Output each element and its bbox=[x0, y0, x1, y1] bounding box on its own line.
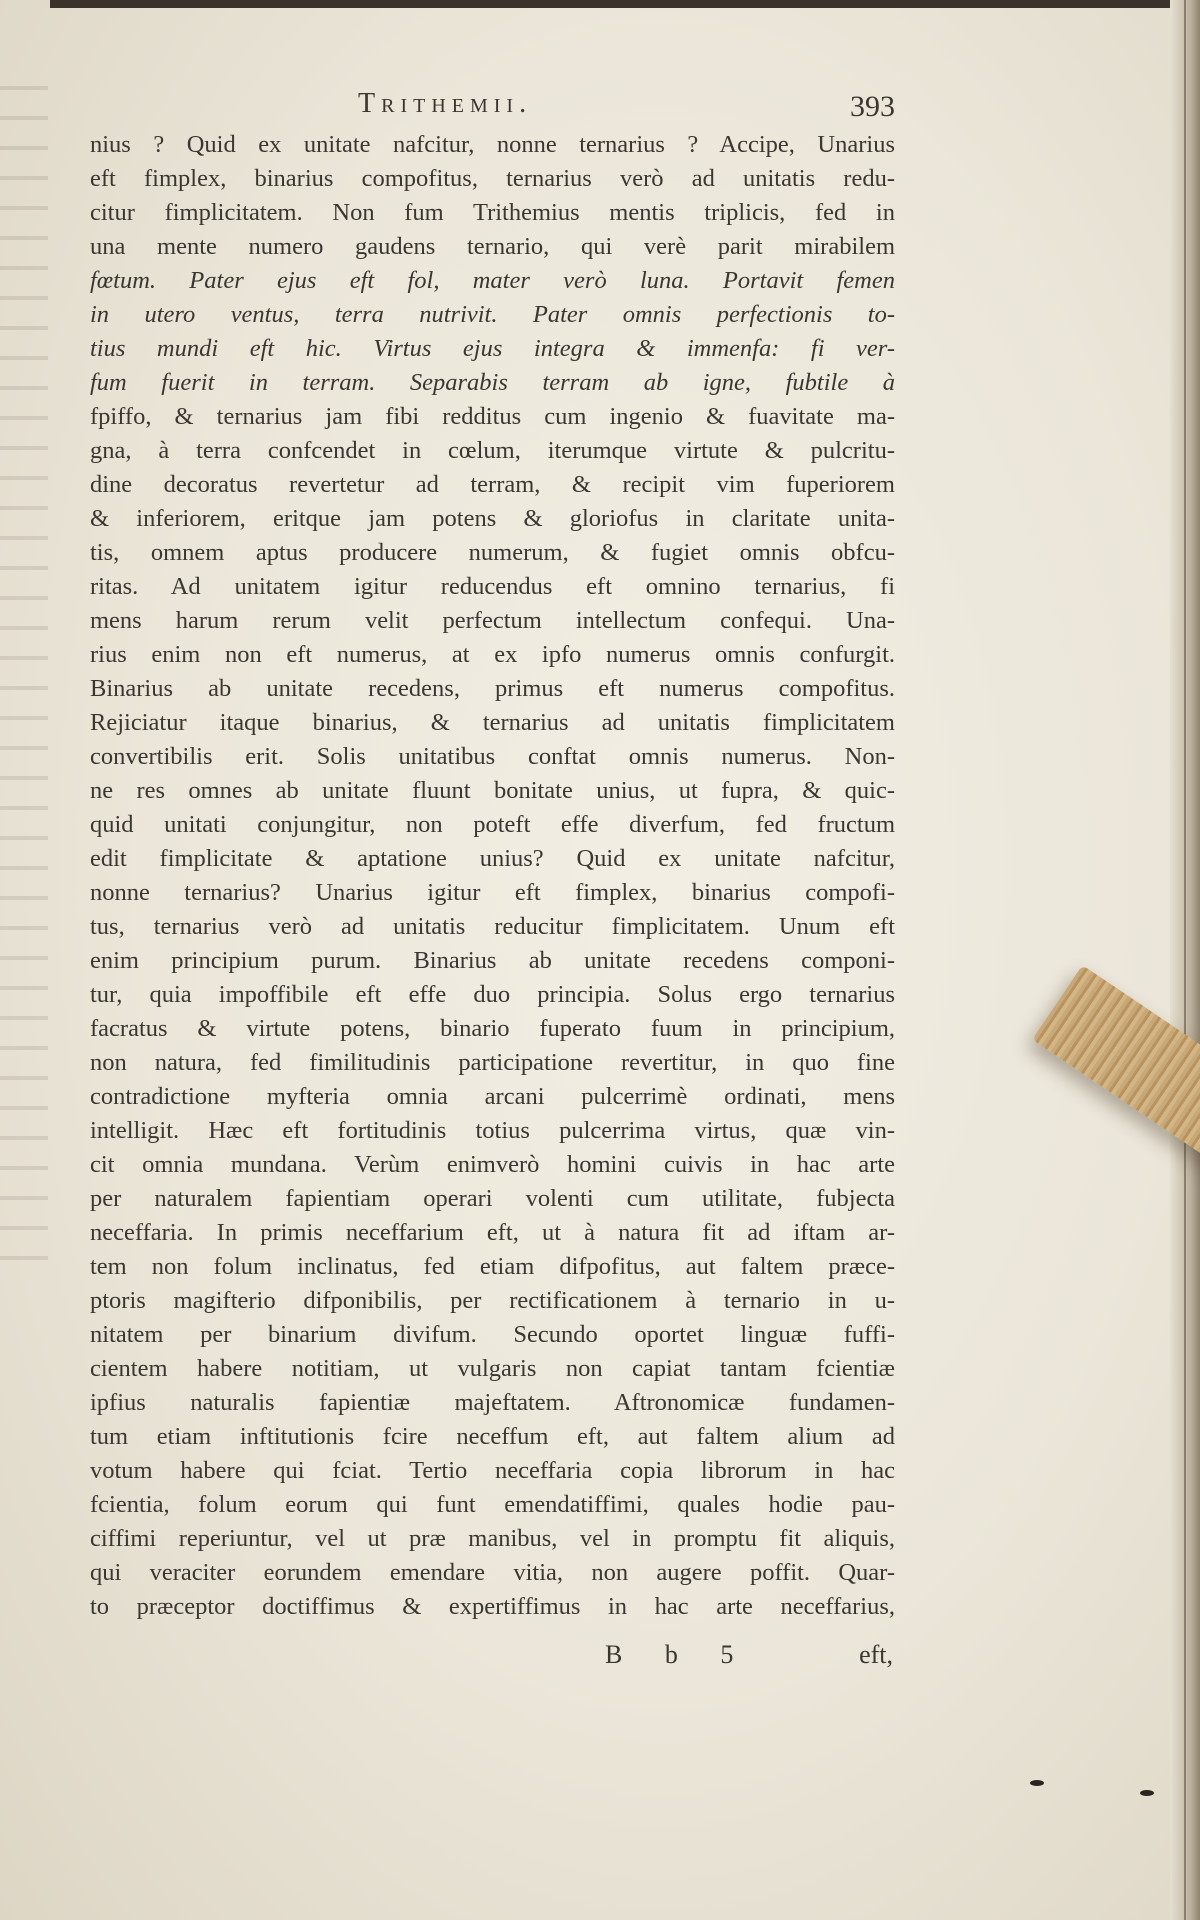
catchword: eft, bbox=[859, 1640, 893, 1669]
text-line: convertibilis erit. Solis unitatibus conftat omnis numerus. Non- bbox=[90, 743, 895, 770]
text-line: nitatem per binarium divifum. Secundo oportet linguæ fuffi- bbox=[90, 1321, 895, 1348]
text-line: per naturalem fapientiam operari volenti cum utilitate, fubjecta bbox=[90, 1185, 895, 1212]
text-line: ne res omnes ab unitate fluunt bonitate unius, ut fupra, & quic- bbox=[90, 777, 895, 804]
page-footer bbox=[90, 1640, 895, 1676]
text-line: gna, à terra confcendet in cœlum, iterumque virtute & pulcritu- bbox=[90, 437, 895, 464]
text-line: contradictione myfteria omnia arcani pulcerrimè ordinati, mens bbox=[90, 1083, 895, 1110]
text-line: edit fimplicitate & aptatione unius? Quid ex unitate nafcitur, bbox=[90, 845, 895, 872]
text-line: citur fimplicitatem. Non fum Trithemius mentis triplicis, fed in bbox=[90, 199, 895, 226]
text-line: dine decoratus revertetur ad terram, & recipit vim fuperiorem bbox=[90, 471, 895, 498]
running-head: Trithemii. bbox=[358, 88, 533, 119]
text-line: & inferiorem, eritque jam potens & gloriofus in claritate unita- bbox=[90, 505, 895, 532]
facing-page-edge bbox=[0, 60, 48, 1260]
text-line: cit omnia mundana. Verùm enimverò homini cuivis in hac arte bbox=[90, 1151, 895, 1178]
page-header bbox=[90, 88, 895, 128]
text-line: tius mundi eft hic. Virtus ejus integra & immenfa: fi ver- bbox=[90, 335, 895, 362]
text-line: tum etiam inftitutionis fcire neceffum eft, aut faltem alium ad bbox=[90, 1423, 895, 1450]
text-line: nonne ternarius? Unarius igitur eft fimplex, binarius compofi- bbox=[90, 879, 895, 906]
signature-mark: B b 5 bbox=[605, 1640, 752, 1669]
text-line: eft fimplex, binarius compofitus, ternarius verò ad unitatis redu- bbox=[90, 165, 895, 192]
text-line: ipfius naturalis fapientiæ majeftatem. Aftronomicæ fundamen- bbox=[90, 1389, 895, 1416]
text-line: qui veraciter eorundem emendare vitia, non augere poffit. Quar- bbox=[90, 1559, 895, 1586]
page-number: 393 bbox=[850, 90, 895, 123]
text-line: enim principium purum. Binarius ab unitate recedens componi- bbox=[90, 947, 895, 974]
text-line: Binarius ab unitate recedens, primus eft numerus compofitus. bbox=[90, 675, 895, 702]
ink-spot bbox=[1140, 1790, 1154, 1796]
text-line: tem non folum inclinatus, fed etiam difpofitus, aut faltem præce- bbox=[90, 1253, 895, 1280]
text-line: votum habere qui fciat. Tertio neceffaria copia librorum in hac bbox=[90, 1457, 895, 1484]
text-line: ciffimi reperiuntur, vel ut præ manibus, vel in promptu fit aliquis, bbox=[90, 1525, 895, 1552]
text-line: mens harum rerum velit perfectum intellectum confequi. Una- bbox=[90, 607, 895, 634]
text-line: tus, ternarius verò ad unitatis reducitur fimplicitatem. Unum eft bbox=[90, 913, 895, 940]
text-line: tis, omnem aptus producere numerum, & fugiet omnis obfcu- bbox=[90, 539, 895, 566]
text-line: tur, quia impoffibile eft effe duo principia. Solus ergo ternarius bbox=[90, 981, 895, 1008]
text-line: to præceptor doctiffimus & expertiffimus in hac arte neceffarius, bbox=[90, 1593, 895, 1620]
text-line: una mente numero gaudens ternario, qui verè parit mirabilem bbox=[90, 233, 895, 260]
text-line: facratus & virtute potens, binario fuperato fuum in principium, bbox=[90, 1015, 895, 1042]
text-line: quid unitati conjungitur, non poteft effe diverfum, fed fructum bbox=[90, 811, 895, 838]
text-line: fpiffo, & ternarius jam fibi redditus cum ingenio & fuavitate ma- bbox=[90, 403, 895, 430]
text-line: neceffaria. In primis neceffarium eft, ut à natura fit ad iftam ar- bbox=[90, 1219, 895, 1246]
ink-spot bbox=[1030, 1780, 1044, 1786]
page-fold-line bbox=[1184, 0, 1186, 1920]
text-line: nius ? Quid ex unitate nafcitur, nonne ternarius ? Accipe, Unarius bbox=[90, 131, 895, 158]
text-line: ritas. Ad unitatem igitur reducendus eft omnino ternarius, fi bbox=[90, 573, 895, 600]
text-line: rius enim non eft numerus, at ex ipfo numerus omnis confurgit. bbox=[90, 641, 895, 668]
text-line: fcientia, folum eorum qui funt emendatiffimi, quales hodie pau- bbox=[90, 1491, 895, 1518]
text-line: cientem habere notitiam, ut vulgaris non capiat tantam fcientiæ bbox=[90, 1355, 895, 1382]
text-line: Rejiciatur itaque binarius, & ternarius ad unitatis fimplicitatem bbox=[90, 709, 895, 736]
text-line: fum fuerit in terram. Separabis terram ab igne, fubtile à bbox=[90, 369, 895, 396]
text-line: fœtum. Pater ejus eft fol, mater verò luna. Portavit femen bbox=[90, 267, 895, 294]
text-line: intelligit. Hæc eft fortitudinis totius pulcerrima virtus, quæ vin- bbox=[90, 1117, 895, 1144]
text-line: in utero ventus, terra nutrivit. Pater omnis perfectionis to- bbox=[90, 301, 895, 328]
text-line: non natura, fed fimilitudinis participatione revertitur, in quo fine bbox=[90, 1049, 895, 1076]
main-text bbox=[90, 128, 895, 1624]
page-top-edge bbox=[50, 0, 1200, 8]
text-line: ptoris magifterio difponibilis, per rectificationem à ternario in u- bbox=[90, 1287, 895, 1314]
